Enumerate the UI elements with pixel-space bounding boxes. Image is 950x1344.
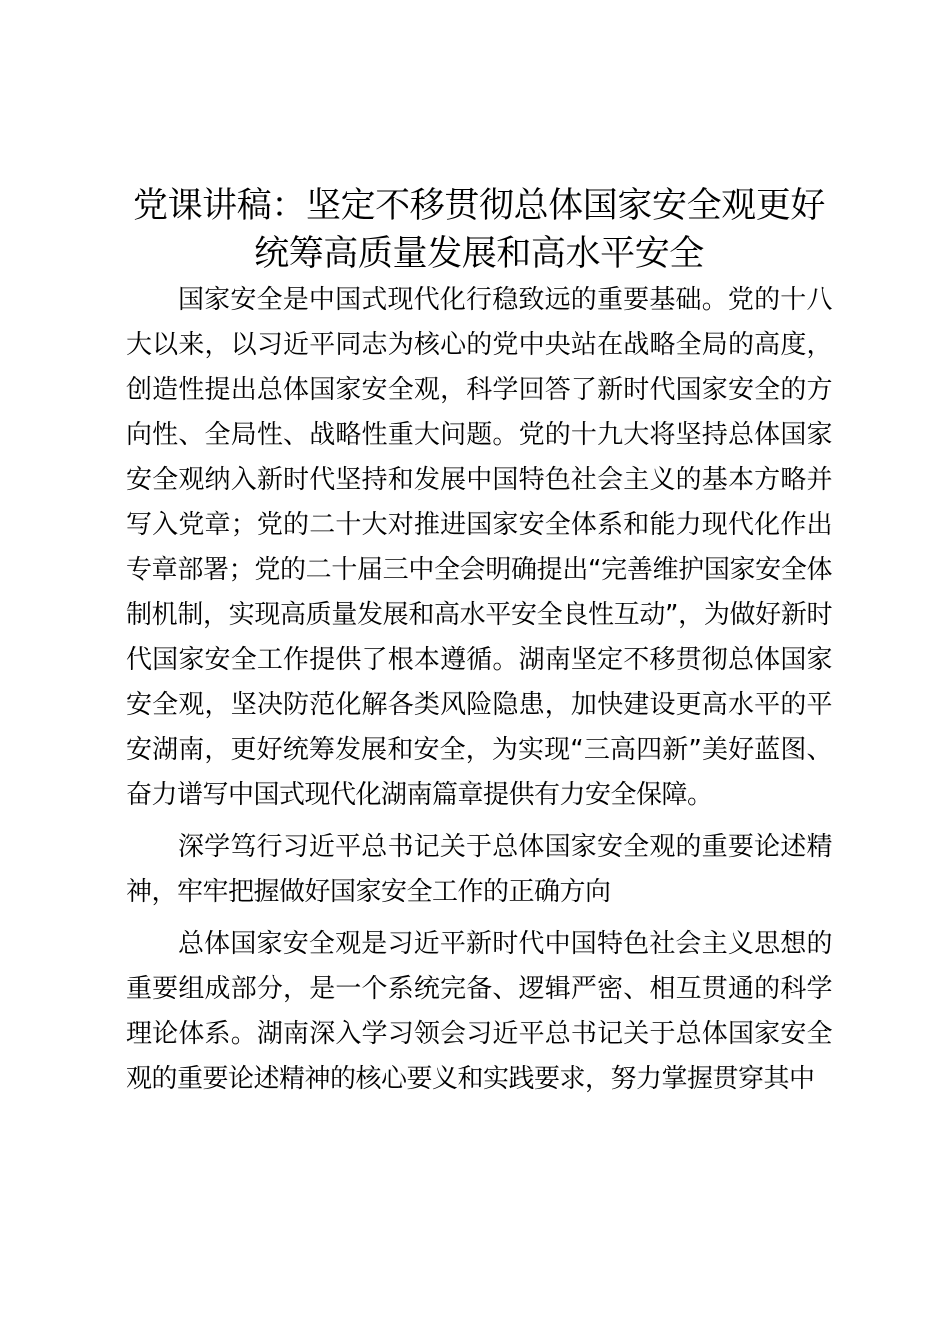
- section-heading: 深学笃行习近平总书记关于总体国家安全观的重要论述精神，牢牢把握做好国家安全工作的正确方向: [126, 832, 832, 907]
- paragraph-body: 总体国家安全观是习近平新时代中国特色社会主义思想的重要组成部分，是一个系统完备、逻辑严密、相互贯通的科学理论体系。湖南深入学习领会习近平总书记关于总体国家安全观的重要论述精神的核心要义和实践要求，努力掌握贯穿其中: [126, 929, 832, 1094]
- title-line-1: 党课讲稿：坚定不移贯彻总体国家安全观更好: [132, 186, 825, 226]
- paragraph-intro: 国家安全是中国式现代化行稳致远的重要基础。党的十八大以来，以习近平同志为核心的党中央站在战略全局的高度，创造性提出总体国家安全观，科学回答了新时代国家安全的方向性、全局性、战略性重大问题。党的十九大将坚持总体国家安全观纳入新时代坚持和发展中国特色社会主义的基本方略并写入党章；党的二十大对推进国家安全体系和能力现代化作出专章部署；党的二十届三中全会明确提出“完善维护国家安全体制机制，实现高质量发展和高水平安全良性互动”，为做好新时代国家安全工作提供了根本遵循。湖南坚定不移贯彻总体国家安全观，坚决防范化解各类风险隐患，加快建设更高水平的平安湖南，更好统筹发展和安全，为实现“三高四新”美好蓝图、奋力谱写中国式现代化湖南篇章提供有力安全保障。: [126, 285, 832, 810]
- title-line-2: 统筹高质量发展和高水平安全: [254, 234, 704, 274]
- document-title: [126, 182, 832, 278]
- document-body: [126, 182, 832, 1102]
